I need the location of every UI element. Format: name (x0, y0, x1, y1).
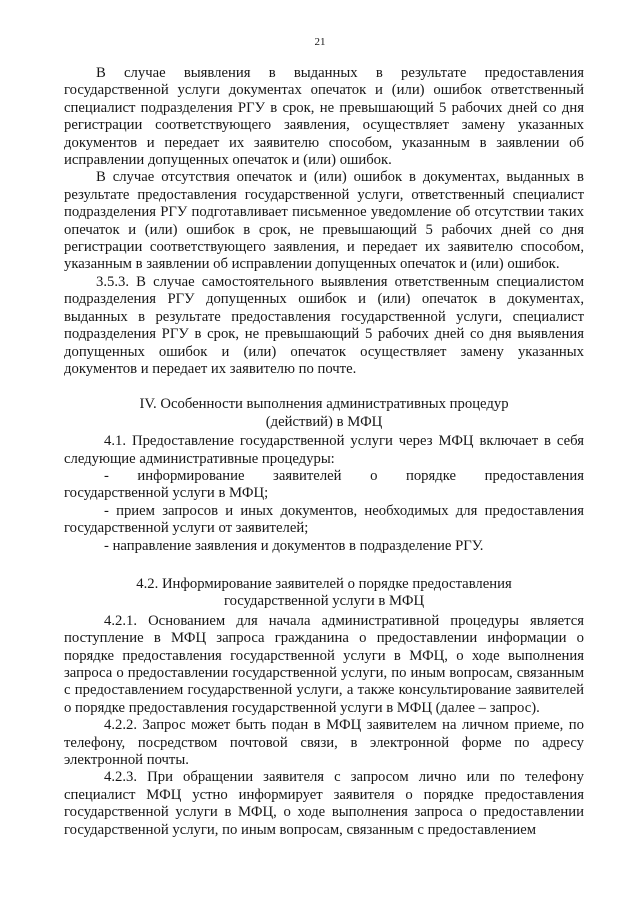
paragraph-4-2-2: 4.2.2. Запрос может быть подан в МФЦ заявителем на личном приеме, по телефону, посредством почтовой связи, в электронной форме по адресу электронной почты. (64, 717, 584, 769)
section-4-2-heading (64, 576, 584, 611)
page-number: 21 (314, 36, 326, 48)
list-item-direction: - направление заявления и документов в подразделение РГУ. (104, 537, 484, 554)
section-4-2-heading-line1: 4.2. Информирование заявителей о порядке предоставления (136, 575, 512, 592)
list-item-requests: - прием запросов и иных документов, необходимых для предоставления государственной услуги от заявителей; (64, 502, 584, 537)
paragraph-4-1: 4.1. Предоставление государственной услуги через МФЦ включает в себя следующие административные процедуры: (64, 433, 584, 467)
section-4-heading-line2: (действий) в МФЦ (265, 413, 383, 430)
section-4-2-heading-line2: государственной услуги в МФЦ (223, 593, 425, 610)
paragraph-4-2-3: 4.2.3. При обращении заявителя с запросом лично или по телефону специалист МФЦ устно информирует заявителя о порядке предоставления государственной услуги в МФЦ, о ходе выполнения запроса о предоставлении государственной услуги, по иным вопросам, связанным с предоставлением (64, 769, 584, 838)
list-item-informing: - информирование заявителей о порядке предоставления (104, 467, 584, 484)
paragraph-3-5-3: 3.5.3. В случае самостоятельного выявления ответственным специалистом подразделения РГУ допущенных ошибок и (или) опечаток в документах, выданных в результате предоставления государственной услуги, специалист подразделения РГУ в срок, не превышающий 5 рабочих дней со дня выявления допущенных ошибок и (или) опечаток осуществляет замену указанных документов и передает их заявителю по почте. (64, 273, 584, 377)
paragraph-4-2-1: 4.2.1. Основанием для начала административной процедуры является поступление в МФЦ запроса гражданина о предоставлении информации о порядке предоставления государственной услуги в МФЦ, о ходе выполнения запроса о предоставлении государственной услуги, по иным вопросам, связанным с предоставлением государственной услуги, а также консультирование заявителей о порядке предоставления государственной услуги в МФЦ (далее – запрос). (64, 612, 584, 716)
section-4-heading (64, 396, 584, 431)
paragraph-no-errors: В случае отсутствия опечаток и (или) ошибок в документах, выданных в результате предоставления государственной услуги, ответственный специалист подразделения РГУ подготавливает письменное уведомление об отсутствии таких опечаток и (или) ошибок в срок, не превышающий 5 рабочих дней со дня регистрации соответствующего заявления, и передает их заявителю способом, указанным в заявлении об исправлении допущенных опечаток и (или) ошибок. (64, 169, 584, 273)
paragraph-correction-errors: В случае выявления в выданных в результате предоставления государственной услуги документах опечаток и (или) ошибок ответственный специалист подразделения РГУ в срок, не превышающий 5 рабочих дней со дня регистрации соответствующего заявления, осуществляет замену указанных документов и передает их заявителю способом, указанным в заявлении об исправлении допущенных опечаток и (или) ошибок. (64, 65, 584, 169)
section-4-heading-line1: IV. Особенности выполнения административных процедур (139, 396, 509, 413)
list-item-informing-cont: государственной услуги в МФЦ; (64, 485, 269, 502)
document-body (64, 65, 584, 839)
